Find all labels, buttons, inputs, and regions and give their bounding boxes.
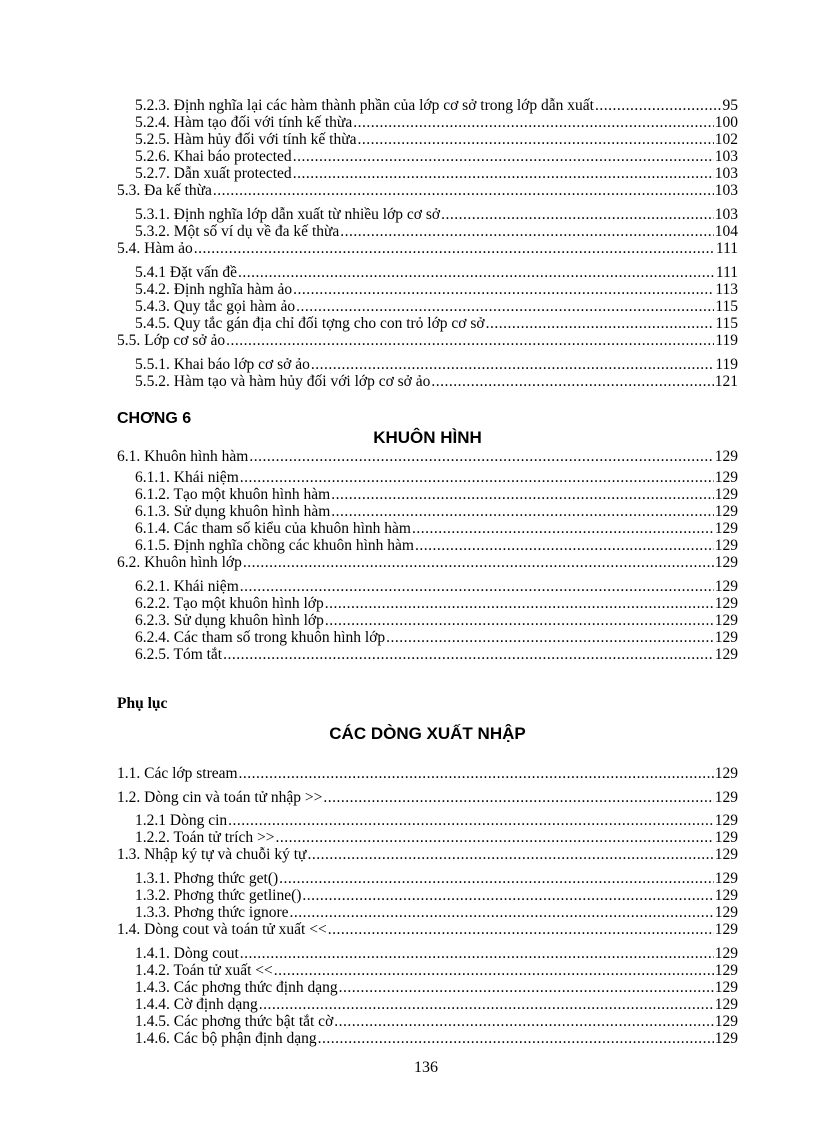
toc-entry: 1.2. Dòng cin và toán tử nhập >> ..... 129: [117, 789, 738, 806]
toc-entry: 1.4.4. Cờ định dạng ..... 129: [135, 996, 738, 1013]
toc-entry: 1.4.2. Toán tử xuất << ..... 129: [135, 962, 738, 979]
toc-entry: 1.2.2. Toán tử trích >> ..... 129: [135, 829, 738, 846]
toc-entry: 1.4.3. Các phơng thức định dạng ..... 129: [135, 979, 738, 996]
toc-entry: 5.2.7. Dẫn xuất protected ..... 103: [135, 165, 738, 182]
toc-entry: 1.3.3. Phơng thức ignore ..... 129: [135, 904, 738, 921]
toc-entry: 6.2.4. Các tham số trong khuôn hình lớp ..... 129: [135, 629, 738, 646]
chapter-title: KHUÔN HÌNH: [373, 428, 482, 447]
appendix-label: Phụ lục: [117, 695, 168, 712]
appendix-title: CÁC DÒNG XUẤT NHẬP: [329, 724, 526, 743]
toc-entry: 5.4.1 Đặt vấn đề ..... 111: [135, 264, 738, 281]
toc-entry: 5.3.1. Định nghĩa lớp dẫn xuất từ nhiều lớp cơ sở ..... 103: [135, 206, 738, 223]
toc-entry: 1.4.5. Các phơng thức bật tắt cờ ..... 129: [135, 1013, 738, 1030]
toc-entry: 5.4.3. Quy tắc gọi hàm ảo ..... 115: [135, 298, 738, 315]
toc-entry: 6.1.4. Các tham số kiểu của khuôn hình hàm ..... 129: [135, 520, 738, 537]
toc-entry: 1.2.1 Dòng cin ..... 129: [135, 812, 738, 829]
page-number: 136: [414, 1059, 438, 1076]
toc-entry: 1.4. Dòng cout và toán tử xuất << ..... 129: [117, 921, 738, 938]
toc-entry: 5.5. Lớp cơ sở ảo ..... 119: [117, 332, 738, 349]
toc-entry: 5.5.2. Hàm tạo và hàm hủy đối với lớp cơ sở ảo ..... 121: [135, 373, 738, 390]
toc-entry: 5.5.1. Khai báo lớp cơ sở ảo ..... 119: [135, 356, 738, 373]
toc-entry: 6.1. Khuôn hình hàm ..... 129: [117, 448, 738, 465]
toc-entry: 5.3. Đa kế thừa ..... 103: [117, 182, 738, 199]
toc-entry: 6.2.3. Sử dụng khuôn hình lớp ..... 129: [135, 612, 738, 629]
toc-entry: 5.2.6. Khai báo protected ..... 103: [135, 148, 738, 165]
toc-entry: 5.4.2. Định nghĩa hàm ảo ..... 113: [135, 281, 738, 298]
toc-entry: 6.1.2. Tạo một khuôn hình hàm ..... 129: [135, 486, 738, 503]
toc-entry: 5.3.2. Một số ví dụ về đa kế thừa ..... 104: [135, 223, 738, 240]
toc-entry: 5.4.5. Quy tắc gán địa chỉ đối tợng cho con trỏ lớp cơ sở ..... 115: [135, 315, 738, 332]
toc-entry: 6.2. Khuôn hình lớp ..... 129: [117, 554, 738, 571]
toc-entry: 6.1.5. Định nghĩa chồng các khuôn hình hàm ..... 129: [135, 537, 738, 554]
toc-entry: 5.4. Hàm ảo ..... 111: [117, 240, 738, 257]
toc-entry: 1.3. Nhập ký tự và chuỗi ký tự ..... 129: [117, 846, 738, 863]
toc-entry: 5.2.3. Định nghĩa lại các hàm thành phần của lớp cơ sở trong lớp dẫn xuất ..... 95: [135, 97, 738, 114]
toc-entry: 1.1. Các lớp stream ..... 129: [117, 765, 738, 782]
toc-entry: 6.1.3. Sử dụng khuôn hình hàm ..... 129: [135, 503, 738, 520]
toc-entry: 6.2.5. Tóm tắt ..... 129: [135, 646, 738, 663]
chapter-label: CHƠNG 6: [117, 410, 192, 427]
toc-entry: 6.1.1. Khái niệm ..... 129: [135, 469, 738, 486]
toc-entry: 1.3.1. Phơng thức get() ..... 129: [135, 870, 738, 887]
toc-entry: 5.2.4. Hàm tạo đối với tính kế thừa ..... 100: [135, 114, 738, 131]
toc-entry: 6.2.2. Tạo một khuôn hình lớp ..... 129: [135, 595, 738, 612]
toc-entry: 1.4.6. Các bộ phận định dạng ..... 129: [135, 1030, 738, 1047]
toc-entry: 6.2.1. Khái niệm ..... 129: [135, 578, 738, 595]
toc-entry: 1.3.2. Phơng thức getline() ..... 129: [135, 887, 738, 904]
toc-entry: 5.2.5. Hàm hủy đối với tính kế thừa ..... 102: [135, 131, 738, 148]
toc-entry: 1.4.1. Dòng cout ..... 129: [135, 945, 738, 962]
